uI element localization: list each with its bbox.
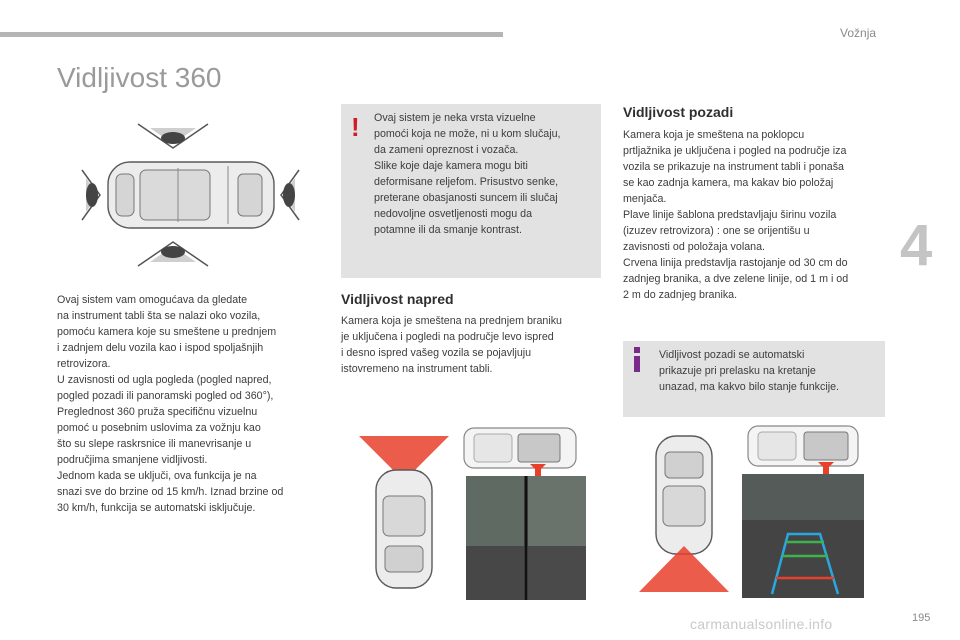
rear-view-screen-illustration — [738, 424, 868, 602]
watermark: carmanualsonline.info — [690, 616, 833, 632]
info-icon — [634, 347, 640, 371]
car-body — [108, 162, 274, 228]
warning-box — [341, 104, 601, 278]
section-label: Vožnja — [840, 26, 877, 40]
warning-text: Ovaj sistem je neka vrsta vizuelne pomoći koja ne može, ni u kom slučaju, da zameni opreznost i vozača. Slike koje daje kamera mogu biti deformisane reljefom. Prisustvo senke, preterane obasjanosti suncem ili slučaj nedovoljne osvetljenosti mogu da potamne ili da smanje kontrast. — [374, 112, 561, 236]
car-overhead-illustration — [78, 120, 303, 270]
info-text: Vidljivost pozadi se automatski prikazuje pri prelasku na kretanje unazad, ma kakvo bilo stanje funkcije. — [659, 349, 840, 393]
chapter-number: 4 — [900, 213, 933, 278]
page-title: Vidljivost 360 — [57, 62, 222, 93]
front-view-car-illustration — [354, 436, 454, 596]
front-view-screen-illustration — [462, 426, 590, 604]
rear-view-text: Kamera koja je smeštena na poklopcu prtljažnika je uključena i pogled na područje iza vozila se prikazuje na instrument tabli i ponaša se kao zadnja kamera, ma kakav bio položaj menjača. Plave linije šablona predstavljaju širinu vozila (izuzev retrovizora) : one se orijentišu u zavisnosti od položaja volana. Crvena linija predstavlja rastojanje od 30 cm do zadnjeg branika, a dve zelene linije, od 1 m i od 2 m do zadnjeg branika. — [623, 129, 849, 301]
front-view-text: Kamera koja je smeštena na prednjem braniku je uključena i pogledi na područje levo ispred i desno ispred vašeg vozila se pojavljuju istovremeno na instrument tabli. — [341, 315, 562, 375]
camera-zone-top-icon — [138, 124, 208, 148]
page-number: 195 — [912, 612, 931, 624]
intro-paragraph: Ovaj sistem vam omogućava da gledate na instrument tabli šta se nalazi oko vozila, pomoću kamera koje su smeštene u prednjem i zadnjem delu vozila kao i ispod spoljašnjih retrovizora. U zavisnosti od ugla pogleda (pogled napred, pogled pozadi ili panoramski pogled od 360°), Preglednost 360 pruža specifičnu vizuelnu pomoć u posebnim uslovima za vožnju kao što su slepe raskrsnice ili manevrisanje u područjima smanjene vidljivosti. Jednom kada se uključi, ova funkcija je na snazi sve do brzine od 15 km/h. Iznad brzine od 30 km/h, funkcija se automatski isključuje. — [57, 294, 284, 514]
warning-icon: ! — [351, 112, 360, 142]
camera-zone-right-icon — [281, 170, 299, 220]
rear-view-car-illustration — [634, 434, 734, 594]
rear-view-title: Vidljivost pozadi — [623, 104, 734, 120]
info-box — [623, 341, 885, 417]
header-bar — [0, 32, 503, 37]
camera-zone-bottom-icon — [138, 242, 208, 266]
front-view-title: Vidljivost napred — [341, 291, 454, 307]
camera-zone-left-icon — [82, 170, 100, 220]
